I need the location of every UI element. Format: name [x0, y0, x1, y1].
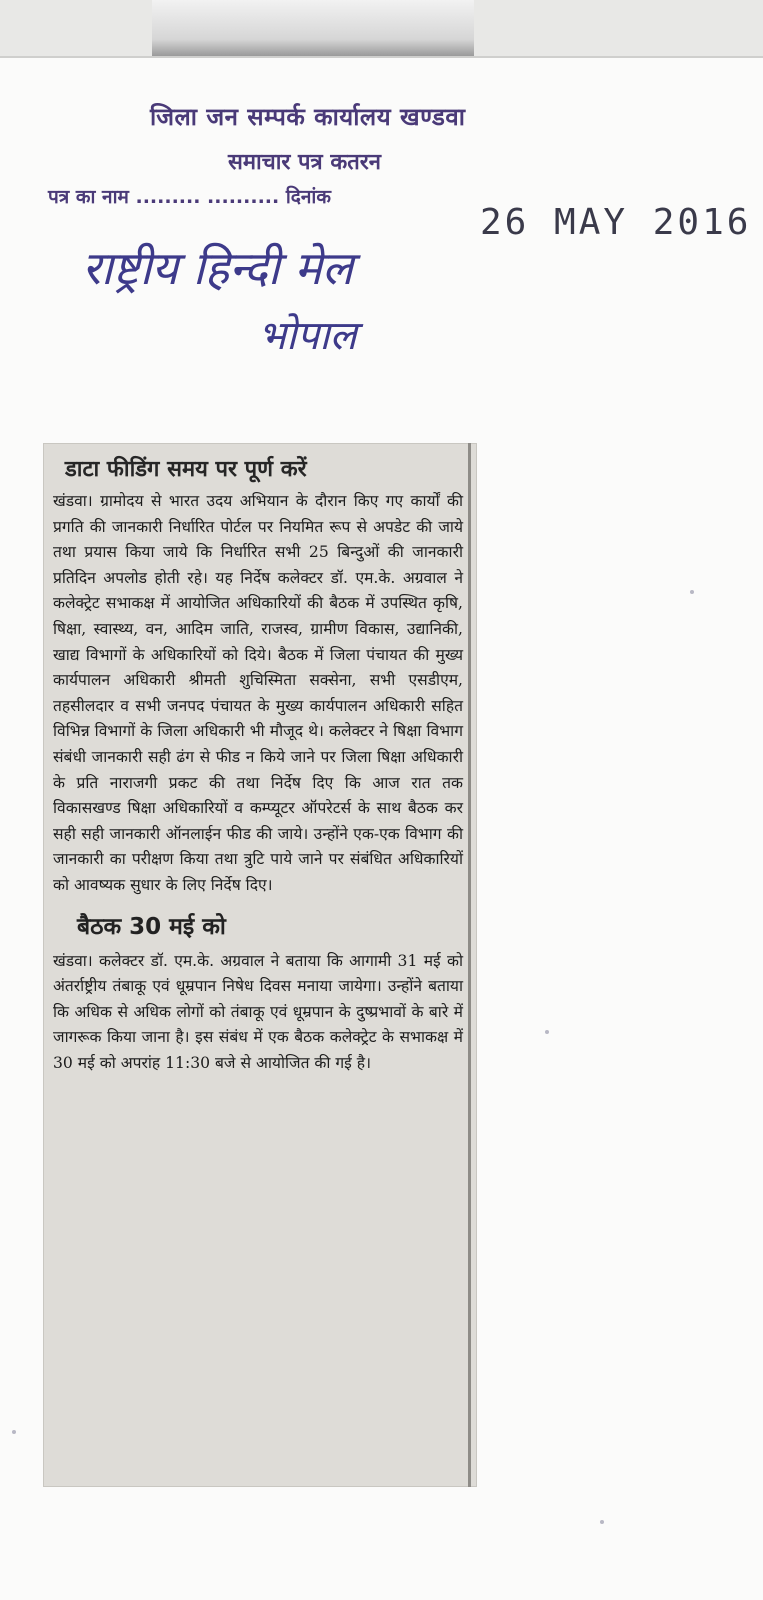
newspaper-clipping: [43, 443, 477, 1487]
column-rule: [468, 443, 471, 1487]
scanner-lid-edge: [152, 0, 474, 58]
scan-speck: [690, 590, 694, 594]
article-body-first: खंडवा। ग्रामोदय से भारत उदय अभियान के दौरान किए गए कार्यों की प्रगति की जानकारी निर्धारित पोर्टल पर नियमित रूप से अपडेट की जाये तथा प्रयास किया जाये कि निर्धारित सभी 25 बिन्दुओं की जानकारी प्रतिदिन अपलोड होती रहे। यह निर्देष कलेक्टर डॉ. एम.के. अग्रवाल ने कलेक्ट्रेट सभाकक्ष में आयोजित अधिकारियों की बैठक में उपस्थित कृषि, षिक्षा, स्वास्थ्य, वन, आदिम जाति, राजस्व, ग्रामीण विकास, उद्यानिकी, खाद्य विभागों के अधिकारियों को दिये। बैठक में जिला पंचायत की मुख्य कार्यपालन अधिकारी श्रीमती शुचिस्मिता सक्सेना, सभी एसडीएम, तहसीलदार व सभी जनपद पंचायत के मुख्य कार्यपालन अधिकारी सहित विभिन्न विभागों के जिला अधिकारी भी मौजूद थे। कलेक्टर ने षिक्षा विभाग संबंधी जानकारी सही ढंग से फीड न किये जाने पर जिला षिक्षा अधिकारी के प्रति नाराजगी प्रकट की तथा निर्देष दिए कि आज रात तक विकासखण्ड षिक्षा अधिकारियों व कम्प्यूटर ऑपरेटर्स के साथ बैठक कर सही सही जानकारी ऑनलाईन फीड की जाये। उन्होंने एक-एक विभाग की जानकारी का परीक्षण किया तथा त्रुटि पाये जाने पर संबंधित अधिकारियों को आवष्यक सुधार के लिए निर्देष दिए।: [53, 492, 463, 894]
scan-speck: [12, 1430, 16, 1434]
handwritten-city: भोपाल: [258, 313, 357, 359]
date-stamp: 26 MAY 2016: [480, 202, 752, 243]
handwritten-paper-name: राष्ट्रीय हिन्दी मेल: [82, 241, 354, 295]
article-headline: डाटा फीडिंग समय पर पूर्ण करें: [65, 457, 307, 482]
scan-speck: [545, 1030, 549, 1034]
article-body-second: खंडवा। कलेक्टर डॉ. एम.के. अग्रवाल ने बताया कि आगामी 31 मई को अंतर्राष्ट्रीय तंबाकू एवं धूम्रपान निषेध दिवस मनाया जायेगा। उन्होंने बताया कि अधिक से अधिक लोगों को तंबाकू एवं धूम्रपान के दुष्प्रभावों के बारे में जागरूक किया जाना है। इस संबंध में एक बैठक कलेक्ट्रेट के सभाकक्ष में 30 मई को अपरांह 11:30 बजे से आयोजित की गई है।: [53, 951, 463, 1072]
stamp-date-label: दिनांक: [285, 186, 331, 208]
stamp-paper-row: [48, 183, 331, 209]
stamp-paper-label: पत्र का नाम: [48, 186, 129, 208]
stamp-office-title: जिला जन सम्पर्क कार्यालय खण्डवा: [150, 103, 466, 131]
stamp-subtitle: समाचार पत्र कतरन: [228, 150, 381, 175]
scan-speck: [600, 1520, 604, 1524]
article-subheadline: बैठक 30 मई को: [77, 913, 226, 940]
article-column: [53, 453, 463, 1076]
stamp-paper-dots: ......... ..........: [135, 186, 280, 208]
